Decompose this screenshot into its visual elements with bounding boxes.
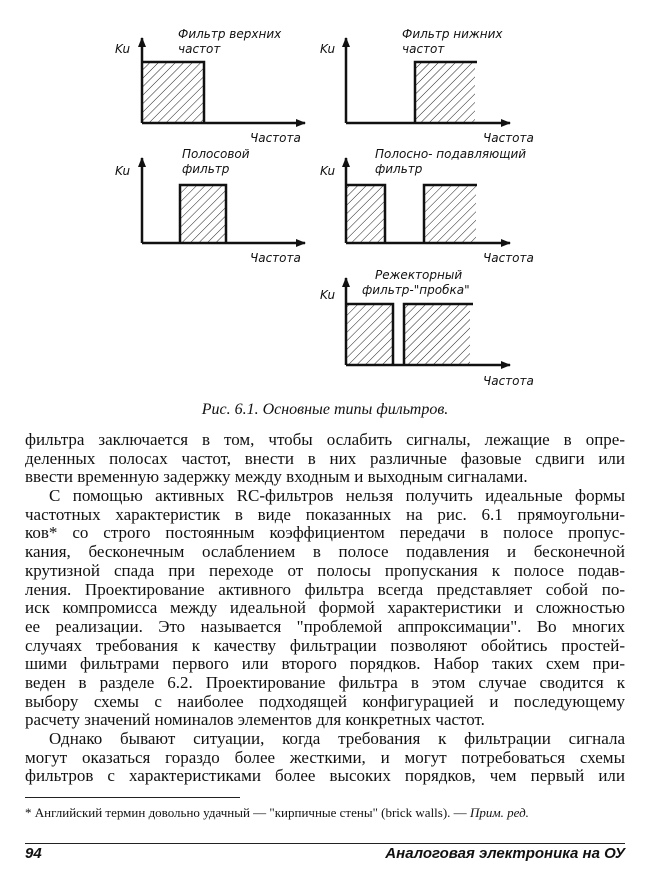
passband-area [415, 62, 475, 123]
figure-caption: Рис. 6.1. Основные типы фильтров. [201, 401, 449, 418]
filter-types-figure [0, 0, 650, 400]
text-line: фильтра заключается в том, чтобы ослабить сигналы, лежащие в опре- [25, 430, 625, 449]
panel-title: частот [402, 42, 445, 56]
panel-title: фильтр [375, 162, 423, 176]
text-line: ления. Проектирование активного фильтра всегда представляет собой по- [25, 579, 625, 599]
y-axis-label: Ku [320, 164, 336, 178]
panel-title: Фильтр нижних [402, 27, 503, 41]
text-line: Однако бывают ситуации, когда требования к фильтрации сигнала [49, 729, 625, 748]
panel-highpass [115, 27, 305, 145]
text-line: расчету значений номиналов элементов для конкретных частот. [25, 710, 485, 730]
passband-area [424, 185, 476, 243]
passband-area [180, 185, 226, 243]
y-axis-label: Ku [320, 288, 336, 302]
text-line: случаях требования к качеству фильтрации позволяют обойтись простей- [25, 635, 625, 655]
footnote-editor-note: Прим. ред. [469, 805, 529, 820]
passband-area [346, 185, 385, 243]
panel-title: Полосовой [182, 147, 250, 161]
footer-divider [25, 843, 625, 844]
x-axis-label: Частота [483, 374, 534, 388]
page-number: 94 [25, 845, 42, 862]
panel-title: Фильтр верхних [178, 27, 282, 41]
passband-area [404, 304, 470, 365]
text-line: С помощью активных RC-фильтров нельзя получить идеальные формы [49, 486, 625, 506]
panel-title: Режекторный [375, 268, 463, 282]
text-line: кания, бесконечным ослаблением в полосе подавления и бесконечной [25, 542, 625, 562]
x-axis-label: Частота [250, 251, 301, 265]
y-axis-label: Ku [320, 42, 336, 56]
text-line: могут оказаться гораздо более жесткими, и могут потребоваться схемы [25, 747, 625, 767]
x-axis-label: Частота [250, 131, 301, 145]
body-text [25, 431, 625, 786]
text-line: иск компромисса между идеальной формой характеристики и сложностью [25, 598, 625, 618]
text-line: ввести временную задержку между входным и выходным сигналами. [25, 467, 528, 487]
footnote [25, 805, 529, 821]
text-line: выбору схемы с наиболее подходящей конфигурацией и последующему [25, 691, 625, 711]
footnote-divider [25, 797, 240, 798]
panel-title: фильтр [182, 162, 230, 176]
text-line: частотных характеристик в виде показанных на рис. 6.1 прямоугольни- [25, 504, 625, 524]
panel-title: фильтр-"пробка" [362, 283, 470, 297]
x-axis-label: Частота [483, 131, 534, 145]
footnote-text: * Английский термин довольно удачный — "кирпичные стены" (brick walls). — [25, 805, 470, 820]
y-axis-label: Ku [115, 42, 131, 56]
passband-area [346, 304, 393, 365]
text-line: фильтров с характеристиками более высоких порядков, чем первый или [25, 766, 625, 786]
panel-bandstop [320, 147, 534, 265]
y-axis-label: Ku [115, 164, 131, 178]
panel-title: частот [178, 42, 221, 56]
panel-bandpass [115, 147, 305, 265]
text-line: веден в разделе 6.2. Проектирование фильтра в этом случае сводится к [25, 672, 625, 692]
passband-area [142, 62, 204, 123]
text-line: ее реализации. Это называется "проблемой аппроксимации". Во многих [25, 616, 625, 636]
panel-notch [320, 268, 534, 388]
text-line: шими фильтрами первого или второго порядков. Набор таких схем при- [25, 654, 625, 674]
x-axis-label: Частота [483, 251, 534, 265]
text-line: крутизной спада при переходе от полосы пропускания к полосе подав- [25, 560, 625, 580]
text-line: ков* со строго постоянным коэффициентом передачи в полосе пропус- [25, 523, 625, 543]
panel-lowpass [320, 27, 534, 145]
panel-title: Полосно- подавляющий [375, 147, 527, 161]
text-line: деленных полосах частот, внести в них различные фазовые сдвиги или [25, 448, 625, 468]
running-title: Аналоговая электроника на ОУ [385, 845, 625, 862]
